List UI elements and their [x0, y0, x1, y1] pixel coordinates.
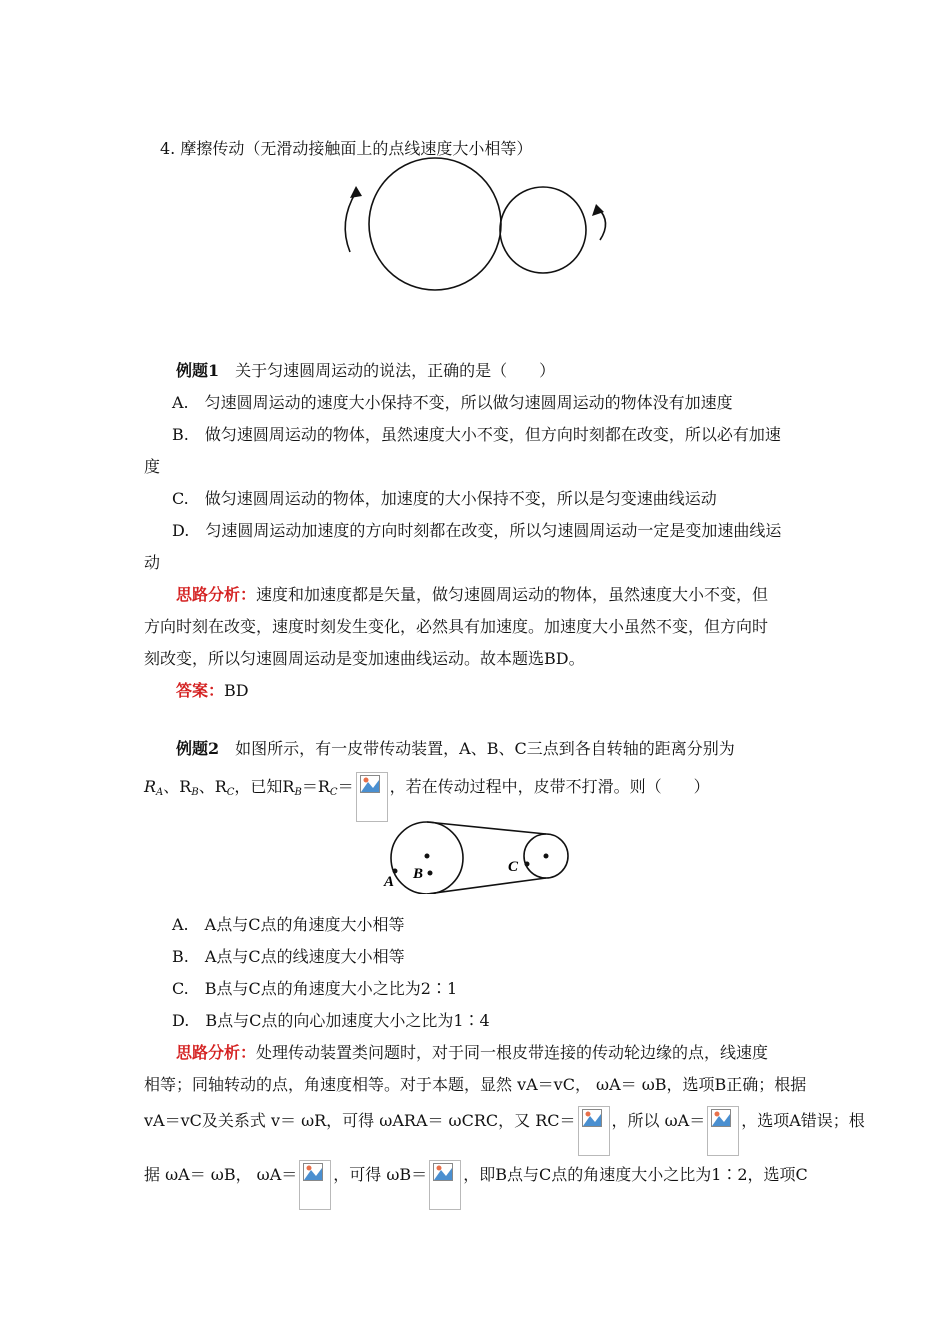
- example1-analysis-line2: 方向时刻在改变，速度时刻发生变化，必然具有加速度。加速度大小虽然不变，但方向时: [144, 617, 769, 636]
- analysis-text: 速度和加速度都是矢量，做匀速圆周运动的物体，虽然速度大小不变，但: [256, 585, 769, 604]
- example1-option-a: A. 匀速圆周运动的速度大小保持不变，所以做匀速圆周运动的物体没有加速度: [172, 393, 733, 412]
- r-symbol: R: [144, 777, 157, 796]
- example2-option-d: D. B点与C点的向心加速度大小之比为1∶4: [172, 1011, 490, 1030]
- broken-image-icon: [429, 1160, 461, 1210]
- analysis3-part3: ，选项A错误；根: [741, 1111, 865, 1130]
- broken-image-icon: [299, 1160, 331, 1210]
- example1-analysis-line3: 刻改变，所以匀速圆周运动是变加速曲线运动。故本题选BD。: [144, 649, 585, 668]
- answer-label: 答案：: [176, 681, 225, 700]
- example1-option-b: B. 做匀速圆周运动的物体，虽然速度大小不变，但方向时刻都在改变，所以必有加速: [172, 425, 781, 444]
- example1-option-d: D. 匀速圆周运动加速度的方向时刻都在改变，所以匀速圆周运动一定是变加速曲线运: [172, 521, 782, 540]
- left-rotation-arrow: [345, 192, 356, 252]
- label-b: B: [413, 866, 424, 882]
- analysis4-part1: 据 ωA＝ ωB， ωA＝: [144, 1165, 298, 1184]
- analysis-text-2: 处理传动装置类问题时，对于同一根皮带连接的传动轮边缘的点，线速度: [256, 1043, 769, 1062]
- example2-analysis-line4: [144, 1160, 808, 1210]
- belt-top: [427, 822, 546, 834]
- axle-a: [425, 854, 430, 859]
- example2-analysis-line2: 相等；同轴转动的点，角速度相等。对于本题，显然 vA＝vC， ωA＝ ωB，选项B正确；根据: [144, 1075, 807, 1094]
- example1-question: 关于匀速圆周运动的说法，正确的是（ ）: [235, 361, 556, 380]
- friction-drive-diagram: [330, 152, 630, 302]
- broken-image-icon: [578, 1106, 610, 1156]
- r-symbol-c: 、R: [198, 777, 227, 796]
- analysis4-part3: ，即B点与C点的角速度大小之比为1∶2，选项C: [463, 1165, 808, 1184]
- example2-option-b: B. A点与C点的线速度大小相等: [172, 947, 405, 966]
- equals-sign: ＝: [337, 777, 354, 796]
- label-a: A: [384, 874, 395, 890]
- example2-option-a: A. A点与C点的角速度大小相等: [172, 915, 405, 934]
- subscript-a: A: [156, 787, 164, 798]
- large-wheel: [369, 158, 501, 290]
- example2-analysis: [176, 1042, 768, 1064]
- equals-r: ＝R: [301, 777, 330, 796]
- analysis4-part2: ，可得 ωB＝: [333, 1165, 428, 1184]
- known-text: ，已知R: [234, 777, 295, 796]
- belt-drive-diagram: [380, 812, 580, 894]
- subscript-c2: C: [329, 787, 338, 798]
- subscript-b: B: [191, 787, 199, 798]
- example1-title: 例题1: [176, 361, 220, 380]
- point-a: [393, 869, 398, 874]
- belt-bottom: [427, 878, 546, 894]
- axle-c: [544, 854, 549, 859]
- point-c: [525, 862, 530, 867]
- example1-option-c: C. 做匀速圆周运动的物体，加速度的大小保持不变，所以是匀变速曲线运动: [172, 489, 717, 508]
- analysis-label-2: 思路分析：: [176, 1043, 257, 1062]
- left-arrowhead-icon: [350, 186, 362, 198]
- r-symbol-b: 、R: [163, 777, 192, 796]
- label-c: C: [508, 859, 519, 875]
- example2-question: 如图所示，有一皮带传动装置，A、B、C三点到各自转轴的距离分别为: [235, 739, 735, 758]
- example2-title: 例题2: [176, 739, 220, 758]
- point-b: [428, 871, 433, 876]
- stem-tail: ，若在传动过程中，皮带不打滑。则（ ）: [389, 777, 710, 796]
- section-heading: 4. 摩擦传动（无滑动接触面上的点线速度大小相等）: [160, 139, 533, 158]
- analysis-label: 思路分析：: [176, 585, 257, 604]
- small-wheel: [500, 187, 586, 273]
- example2-stem: [176, 738, 735, 760]
- example1-option-d-cont: 动: [144, 553, 161, 572]
- example2-analysis-line3: [144, 1106, 865, 1156]
- example2-option-c: C. B点与C点的角速度大小之比为2∶1: [172, 979, 458, 998]
- example1-stem: [176, 360, 555, 382]
- analysis3-part2: ，所以 ωA＝: [611, 1111, 706, 1130]
- example1-answer: [176, 680, 249, 702]
- subscript-b2: B: [294, 787, 302, 798]
- subscript-c: C: [226, 787, 235, 798]
- analysis3-part1: vA＝vC及关系式 v＝ ωR，可得 ωARA＝ ωCRC，又 RC＝: [144, 1111, 576, 1130]
- answer-value: BD: [224, 681, 249, 700]
- broken-image-icon: [707, 1106, 739, 1156]
- example1-option-b-cont: 度: [144, 457, 161, 476]
- example1-analysis: [176, 584, 768, 606]
